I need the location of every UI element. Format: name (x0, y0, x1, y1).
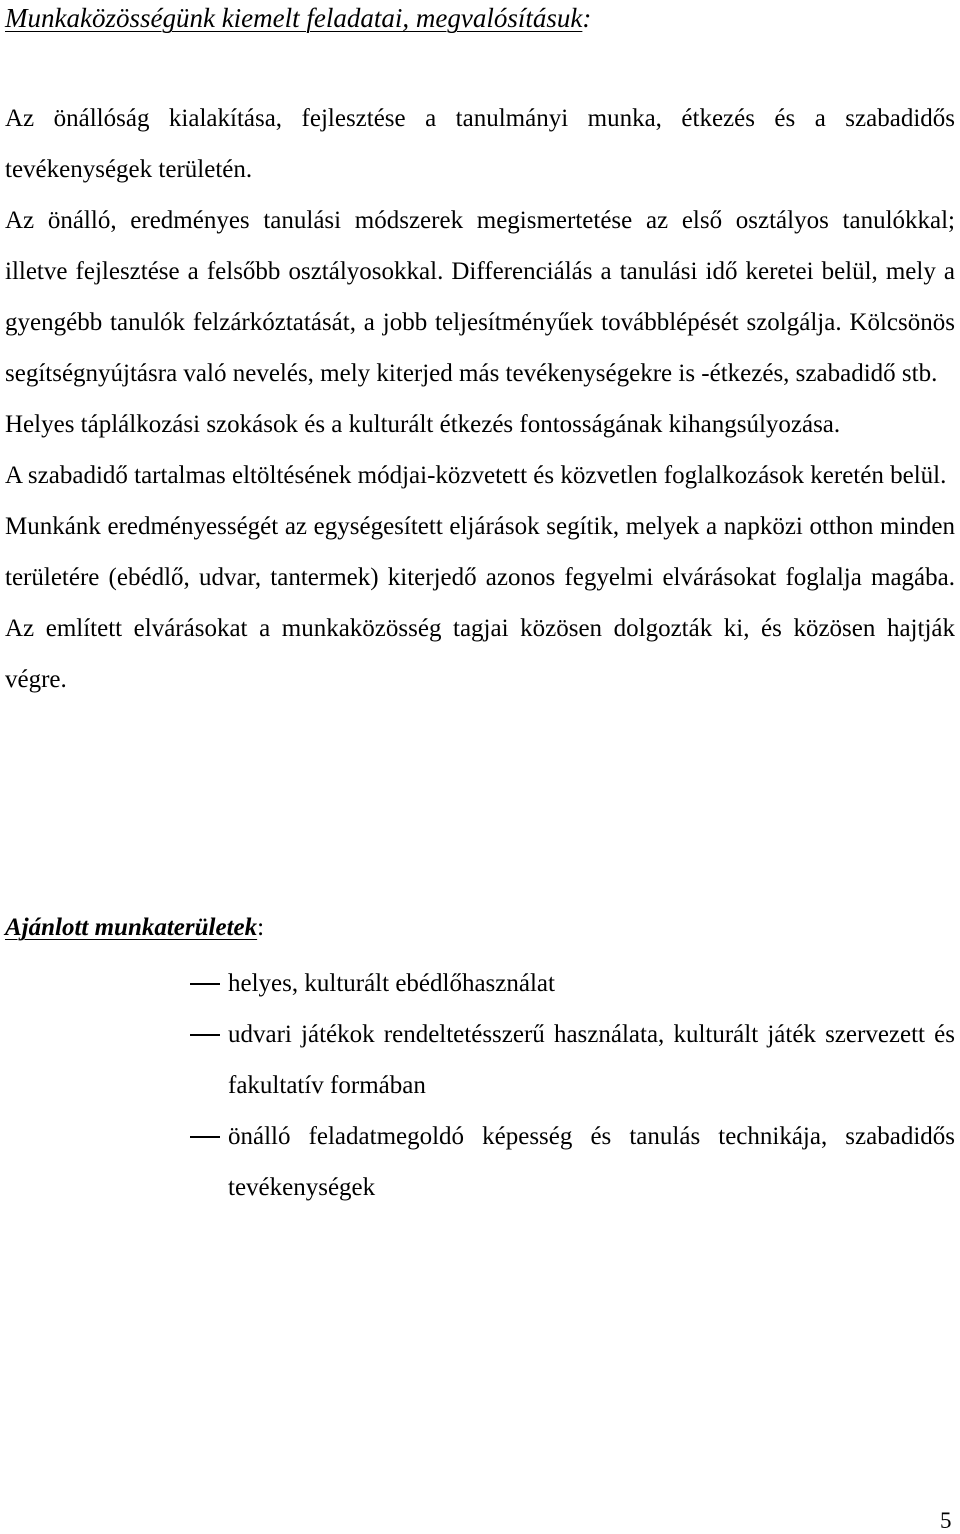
dash-bullet-icon (190, 983, 220, 985)
dash-bullet-icon (190, 1136, 220, 1138)
paragraph-procedures: Munkánk eredményességét az egységesített eljárások segítik, melyek a napközi otthon minden területére (ebédlő, udvar, tantermek) kiterjedő azonos fegyelmi elvárásokat foglalja magába. Az említett elvárásokat a munkaközösség tagjai közösen dolgozták ki, és közösen hajtják végre. (5, 513, 955, 693)
list-item (5, 1111, 955, 1213)
paragraph-independence: Az önállóság kialakítása, fejlesztése a tanulmányi munka, étkezés és a szabadidős tevékenységek területén. (5, 105, 955, 183)
paragraph-learning-methods: Az önálló, eredményes tanulási módszerek megismertetése az első osztályos tanulókkal; illetve fejlesztése a felsőbb osztályosokkal. Differenciálás a tanulási idő keretei belül, mely a gyengébb tanulók felzárkóztatását, a jobb teljesítményűek továbblépését szolgálja. Kölcsönös segítségnyújtásra való nevelés, mely kiterjed más tevékenységekre is -étkezés, szabadidő stb. (5, 207, 955, 387)
list-item-text: udvari játékok rendeltetésszerű használata, kulturált játék szervezett és fakultatív formában (228, 1021, 955, 1099)
list-item (5, 958, 955, 1009)
section-heading-tasks-suffix: : (582, 3, 592, 33)
document-page (5, 0, 955, 1201)
page-number: 5 (940, 1508, 952, 1533)
section-heading-recommended-title: Ajánlott munkaterületek (5, 914, 258, 941)
section-heading-tasks-title: Munkaközösségünk kiemelt feladatai, megvalósításuk (5, 3, 583, 33)
section-heading-recommended-suffix: : (257, 914, 265, 941)
list-item-text: önálló feladatmegoldó képesség és tanulás technikája, szabadidős tevékenységek (228, 1123, 955, 1201)
section-heading-recommended (5, 908, 264, 948)
recommended-areas-list (5, 958, 955, 1213)
section-heading-tasks (5, 0, 955, 36)
list-item (5, 1009, 955, 1111)
paragraph-leisure: A szabadidő tartalmas eltöltésének módjai-közvetett és közvetlen foglalkozások keretén belül. (5, 462, 947, 489)
dash-bullet-icon (190, 1034, 220, 1036)
list-item-text: helyes, kulturált ebédlőhasználat (228, 970, 555, 997)
tasks-body (5, 93, 955, 705)
paragraph-nutrition: Helyes táplálkozási szokások és a kulturált étkezés fontosságának kihangsúlyozása. (5, 411, 841, 438)
